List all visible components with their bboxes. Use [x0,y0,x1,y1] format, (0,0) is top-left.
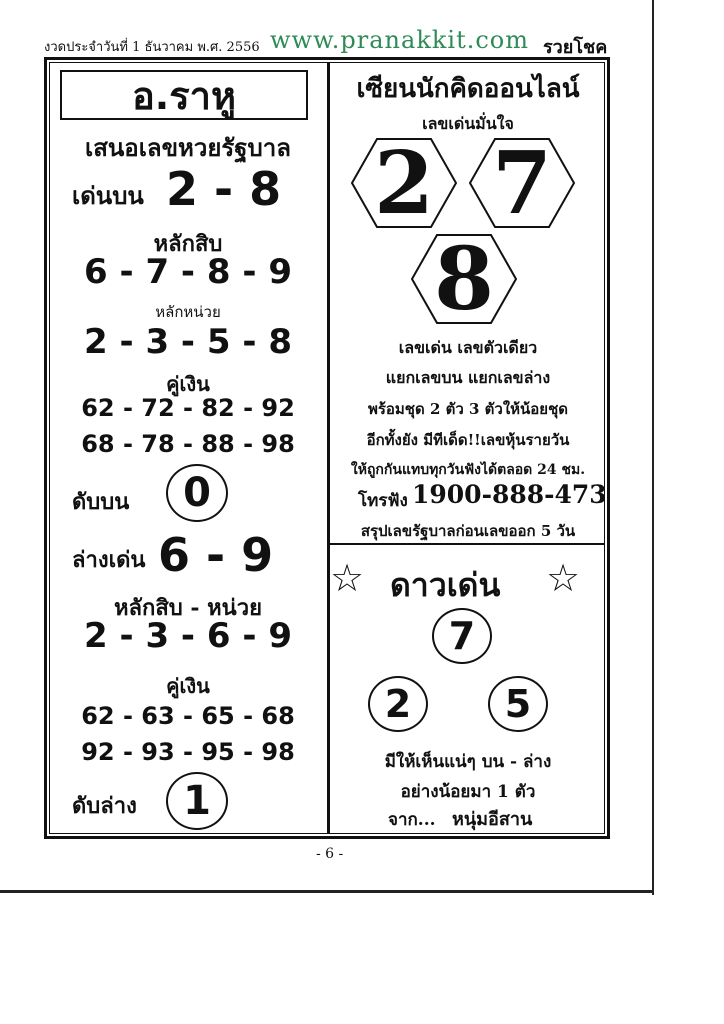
author-name: อ.ราหู [60,70,308,120]
hex-number-7: 7 [468,137,576,229]
hex-number-2: 2 [350,137,458,229]
right-top-footer: สรุปเลขรัฐบาลก่อนเลขออก 5 วัน [360,522,576,540]
tens-units-numbers: 2 - 3 - 6 - 9 [84,616,292,656]
star-number-2: 2 [368,676,428,732]
tens-label: หลักสิบ [153,231,223,257]
drop-bottom-number: 1 [166,772,228,830]
pairs-row-1: 62 - 72 - 82 - 92 [81,394,295,422]
bottom-label: ล่างเด่น [72,547,146,573]
page-edge-right [652,0,654,895]
from-name: หนุ่มอีสาน [452,809,533,830]
tens-units-label: หลักสิบ - หน่วย [114,595,262,621]
column-divider [327,62,330,834]
top-numbers: 2 - 8 [166,162,282,216]
pairs-label: คู่เงิน [166,372,210,396]
stars-line-1: มีให้เห็นแน่ๆ บน - ล่าง [384,752,552,772]
promo-line-3: พร้อมชุด 2 ตัว 3 ตัวให้น้อยชุด [367,400,569,418]
promo-line-2: แยกเลขบน แยกเลขล่าง [385,368,551,387]
star-right-icon: ☆ [546,556,581,600]
promo-line-1: เลขเด่น เลขตัวเดียว [398,338,538,357]
star-left-icon: ☆ [330,556,365,600]
right-section-divider [330,543,605,545]
right-subtitle: เลขเด่นมั่นใจ [422,114,514,133]
promo-line-4: อีกทั้งยัง มีทีเด็ด!!เลขหุ้นรายวัน [366,431,570,449]
website-url: www.pranakkit.com [270,26,530,54]
pairs2-row-2: 92 - 93 - 95 - 98 [81,738,295,766]
star-number-5: 5 [488,676,548,732]
phone-number: 1900-888-473 [412,480,607,509]
units-label: หลักหน่วย [155,303,221,321]
star-number-7: 7 [432,608,492,664]
phone-label: โทรฟัง [358,491,408,511]
page-number: - 6 - [316,846,344,862]
page-edge-bottom [0,890,654,893]
drop-top-label: ดับบน [72,489,130,515]
bottom-numbers: 6 - 9 [158,528,274,582]
publication-title: รวยโชค [543,37,608,58]
pairs2-row-1: 62 - 63 - 65 - 68 [81,702,295,730]
from-label: จาก... [388,810,436,830]
top-label: เด่นบน [72,181,144,210]
drop-bottom-label: ดับล่าง [72,793,137,819]
drop-top-number: 0 [166,464,228,522]
stars-title: ดาวเด่น [390,566,501,604]
promo-line-5: ให้ถูกกันแทบทุกวันฟังได้ตลอด 24 ชม. [350,462,586,478]
tens-numbers: 6 - 7 - 8 - 9 [84,252,292,292]
hex-number-8: 8 [410,233,518,325]
pairs2-label: คู่เงิน [166,674,210,698]
left-subtitle: เสนอเลขหวยรัฐบาล [85,134,291,162]
issue-date: งวดประจำวันที่ 1 ธันวาคม พ.ศ. 2556 [44,40,260,55]
right-title: เซียนนักคิดออนไลน์ [356,74,580,104]
stars-line-2: อย่างน้อยมา 1 ตัว [400,782,536,802]
units-numbers: 2 - 3 - 5 - 8 [84,322,292,362]
pairs-row-2: 68 - 78 - 88 - 98 [81,430,295,458]
